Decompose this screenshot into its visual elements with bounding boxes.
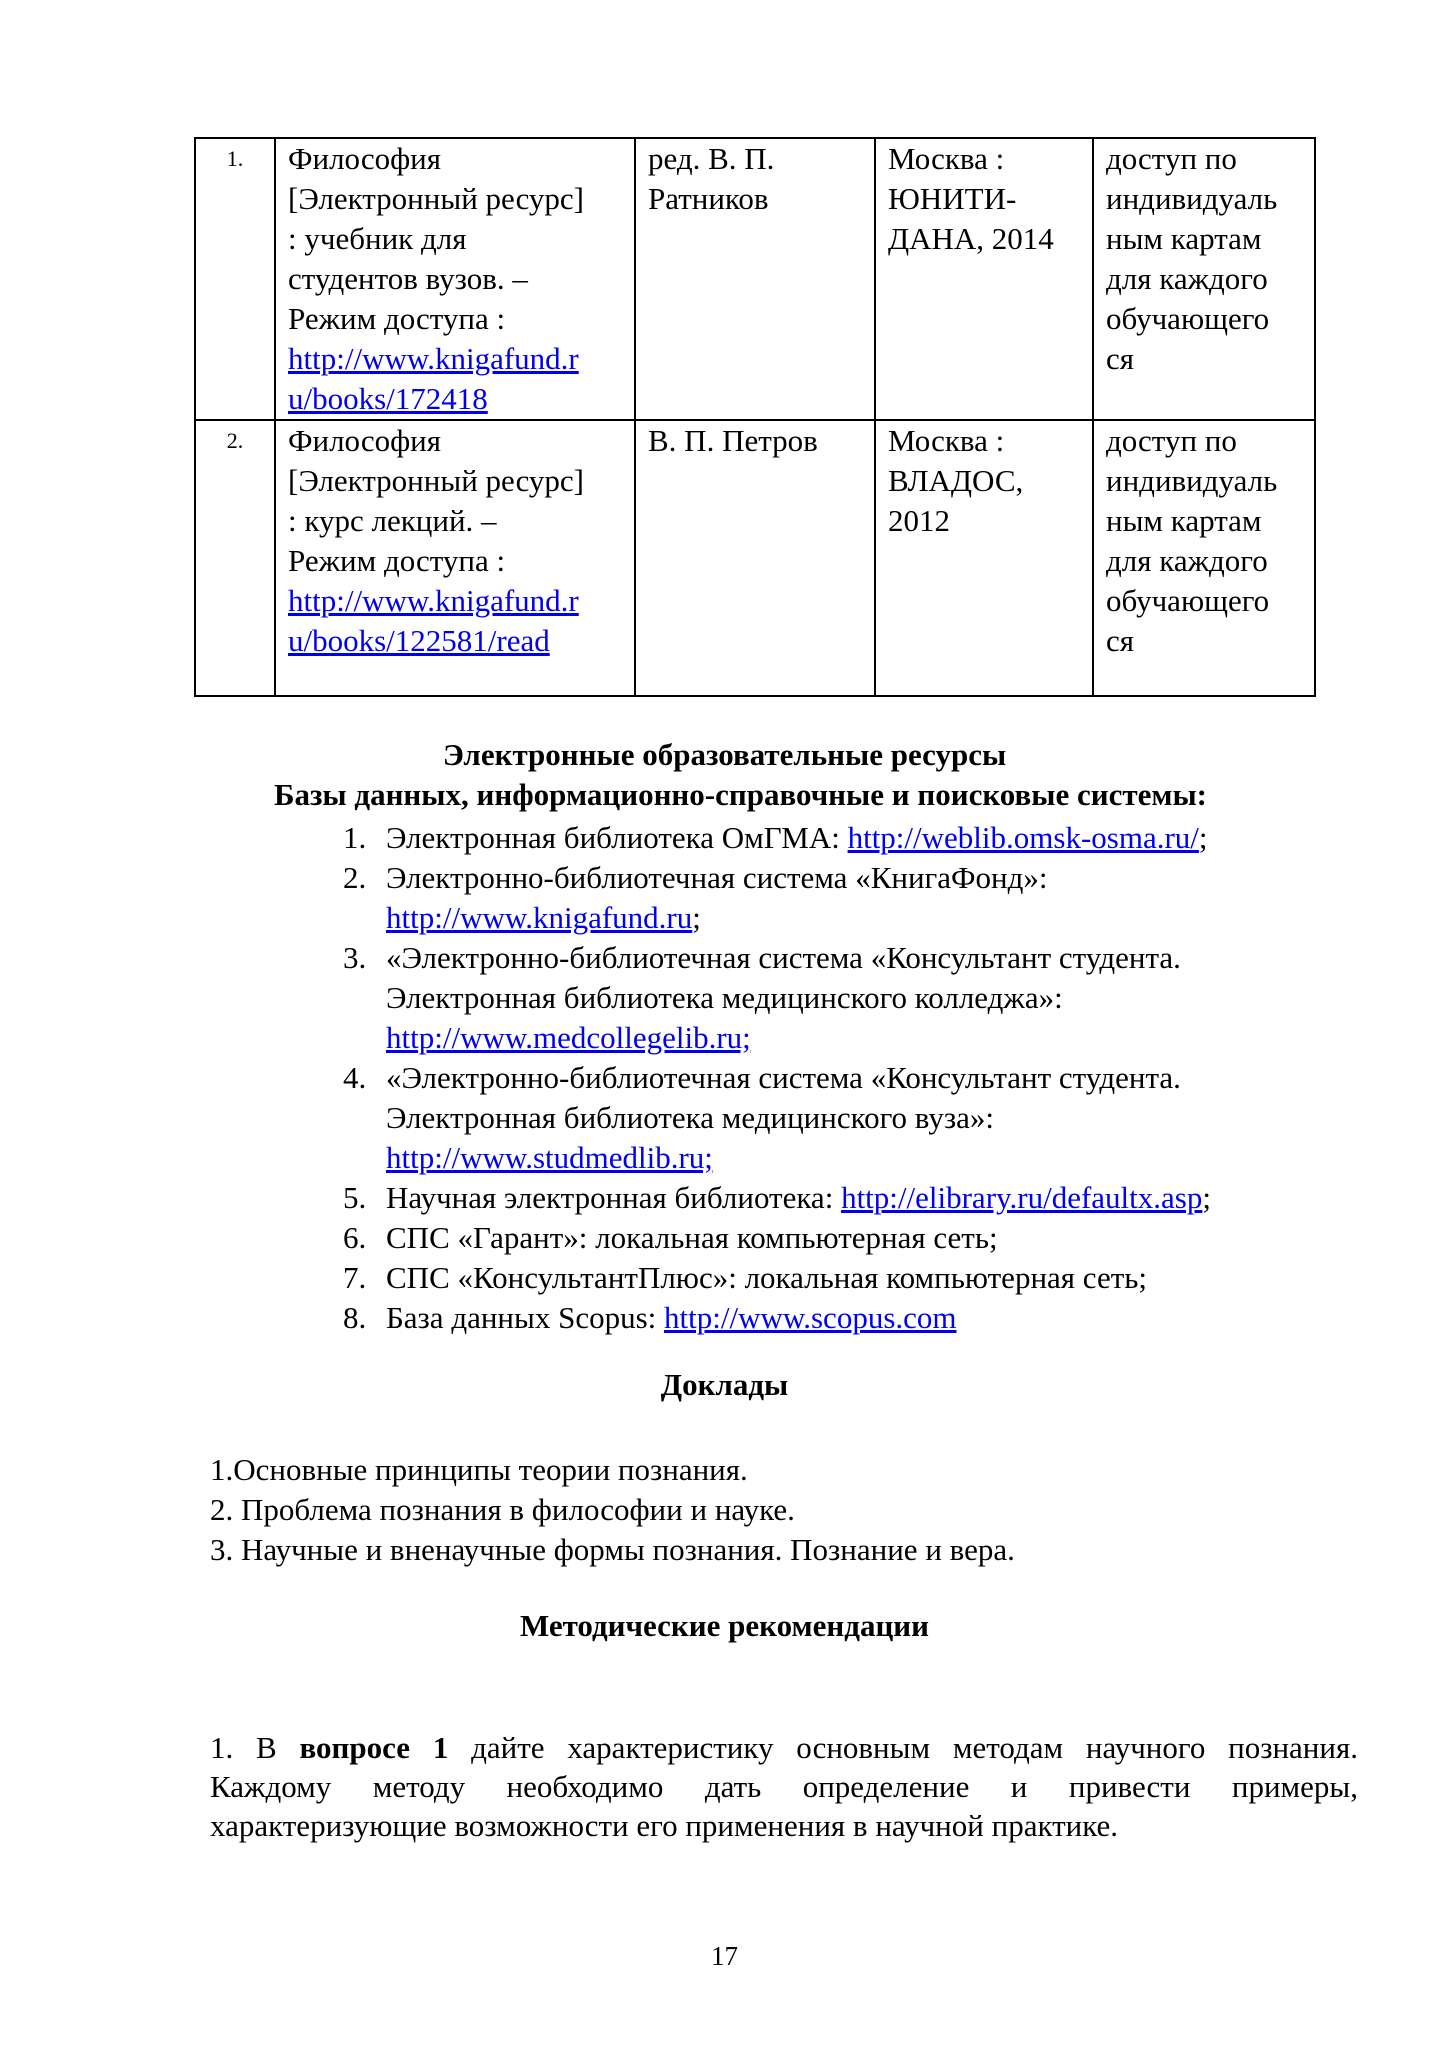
- list-item: [343, 1178, 1343, 1218]
- list-item: [343, 1258, 1343, 1298]
- reports-heading: Доклады: [660, 1367, 789, 1402]
- publisher-cell: Москва : ВЛАДОС, 2012: [875, 420, 1093, 696]
- paragraph-bold: вопросе 1: [299, 1730, 449, 1765]
- title-line: Философия: [288, 423, 442, 458]
- row-number: 2.: [195, 420, 275, 696]
- item-tail: ;: [692, 900, 701, 935]
- paragraph-line: характеризующие возможности его применения в научной практике.: [210, 1808, 1119, 1843]
- resource-link[interactable]: http://www.scopus.com: [664, 1300, 957, 1335]
- access-line: индивидуаль: [1106, 463, 1278, 498]
- resource-link[interactable]: http://www.knigafund.ru: [386, 900, 693, 935]
- resources-heading: Электронные образовательные ресурсы: [442, 737, 1007, 772]
- title-line: : учебник для: [288, 221, 467, 256]
- table-row: [195, 420, 1315, 696]
- access-line: ным картам: [1106, 503, 1262, 538]
- item-number: 4.: [343, 1060, 367, 1095]
- access-line: ся: [1106, 341, 1135, 376]
- methods-heading: Методические рекомендации: [519, 1608, 930, 1643]
- item-text: «Электронно-библиотечная система «Консультант студента. Электронная библиотека медицинского вуза»:: [386, 1060, 1181, 1135]
- author-cell: В. П. Петров: [635, 420, 875, 696]
- publisher-cell: Москва : ЮНИТИ-ДАНА, 2014: [875, 138, 1093, 420]
- access-line: обучающего: [1106, 583, 1270, 618]
- resource-link[interactable]: [288, 583, 579, 658]
- access-cell: [1093, 138, 1315, 420]
- item-text: СПС «Гарант»: локальная компьютерная сеть;: [386, 1220, 998, 1255]
- resource-link[interactable]: [288, 341, 579, 416]
- link-line[interactable]: http://www.knigafund.r: [288, 583, 579, 618]
- list-item: [343, 1058, 1346, 1178]
- title-line: студентов вузов. –: [288, 261, 528, 296]
- title-line: Философия: [288, 141, 442, 176]
- item-number: 8.: [343, 1300, 367, 1335]
- item-number: 2.: [343, 860, 367, 895]
- title-line: Режим доступа :: [288, 543, 506, 578]
- list-item: [343, 938, 1346, 1058]
- title-line: [Электронный ресурс]: [288, 463, 584, 498]
- access-line: ным картам: [1106, 221, 1262, 256]
- list-item: [343, 1298, 1343, 1338]
- list-item: [343, 858, 1343, 938]
- table-row: [195, 138, 1315, 420]
- title-line: : курс лекций. –: [288, 503, 497, 538]
- access-line: индивидуаль: [1106, 181, 1278, 216]
- list-item: [343, 1218, 1343, 1258]
- resource-link[interactable]: http://elibrary.ru/defaultx.asp: [841, 1180, 1203, 1215]
- item-text: СПС «КонсультантПлюс»: локальная компьютерная сеть;: [386, 1260, 1147, 1295]
- item-text: «Электронно-библиотечная система «Консультант студента. Электронная библиотека медицинского колледжа»:: [386, 940, 1181, 1015]
- resource-link[interactable]: http://www.medcollegelib.ru;: [386, 1020, 751, 1055]
- title-cell: [275, 420, 635, 696]
- item-text: База данных Scopus:: [386, 1300, 665, 1335]
- row-number: 1.: [195, 138, 275, 420]
- item-number: 3.: [343, 940, 367, 975]
- link-line[interactable]: u/books/172418: [288, 381, 488, 416]
- item-text: Научная электронная библиотека:: [386, 1180, 842, 1215]
- access-line: для каждого: [1106, 543, 1268, 578]
- item-number: 7.: [343, 1260, 367, 1295]
- access-line: для каждого: [1106, 261, 1268, 296]
- item-tail: ;: [1198, 820, 1208, 855]
- paragraph-line: [210, 1728, 1358, 1767]
- access-line: ся: [1106, 623, 1135, 658]
- author-cell: ред. В. П. Ратников: [635, 138, 875, 420]
- item-number: 5.: [343, 1180, 367, 1215]
- link-line[interactable]: http://www.knigafund.r: [288, 341, 579, 376]
- item-number: 6.: [343, 1220, 367, 1255]
- access-line: доступ по: [1106, 141, 1237, 176]
- databases-heading: Базы данных, информационно-справочные и поисковые системы:: [273, 777, 1207, 812]
- item-text: Электронно-библиотечная система «КнигаФонд»:: [386, 860, 1048, 895]
- resource-link[interactable]: http://weblib.omsk-osma.ru/: [847, 820, 1199, 855]
- paragraph-text: дайте характеристику основным методам научного познания.: [448, 1730, 1358, 1765]
- literature-table: [194, 137, 1316, 697]
- resource-link[interactable]: http://www.studmedlib.ru;: [386, 1140, 713, 1175]
- report-item: 1.Основные принципы теории познания.: [210, 1452, 748, 1487]
- paragraph-line: Каждому методу необходимо дать определение и привести примеры,: [210, 1769, 1358, 1804]
- item-number: 1.: [343, 820, 367, 855]
- link-line[interactable]: u/books/122581/read: [288, 623, 550, 658]
- report-item: 2. Проблема познания в философии и науке.: [210, 1492, 795, 1527]
- methods-paragraph: [210, 1728, 1358, 1845]
- report-item: 3. Научные и вненаучные формы познания. Познание и вера.: [210, 1532, 1015, 1567]
- resources-list: [343, 818, 1343, 1338]
- access-cell: [1093, 420, 1315, 696]
- list-item: [343, 818, 1343, 858]
- title-cell: [275, 138, 635, 420]
- paragraph-prefix: 1. В: [210, 1730, 300, 1765]
- item-text: Электронная библиотека ОмГМА:: [386, 820, 848, 855]
- title-line: Режим доступа :: [288, 301, 506, 336]
- title-line: [Электронный ресурс]: [288, 181, 584, 216]
- access-line: доступ по: [1106, 423, 1237, 458]
- page-number: 17: [711, 1941, 738, 1971]
- access-line: обучающего: [1106, 301, 1270, 336]
- reports-list: [210, 1450, 1015, 1570]
- item-tail: ;: [1202, 1180, 1211, 1215]
